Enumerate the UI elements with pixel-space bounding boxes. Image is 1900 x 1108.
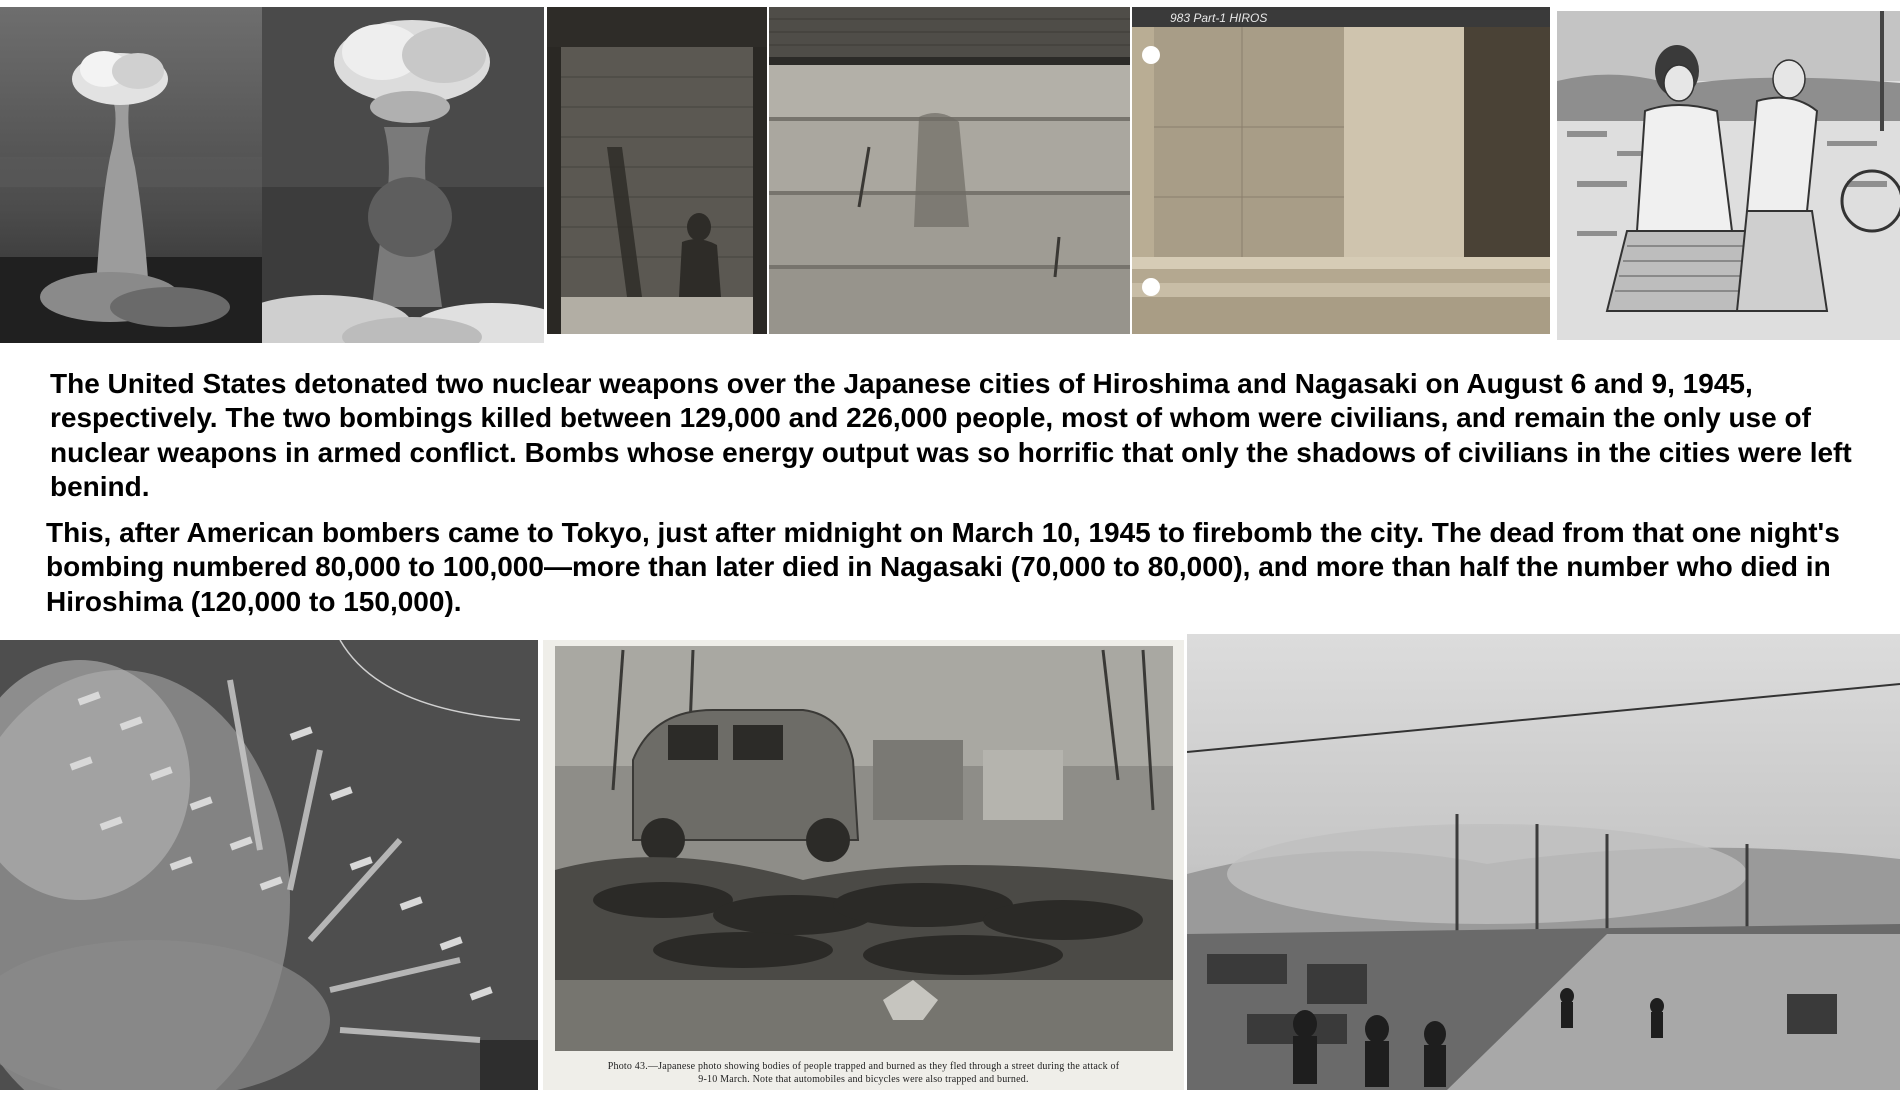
photo-bombs-falling-aerial [0,640,538,1090]
photo-shadow-on-steps [769,7,1130,334]
photo-nagasaki-mushroom-cloud [262,7,544,343]
shadow-steps-image [769,7,1130,334]
photo-destroyed-city-street [1187,634,1900,1090]
aerial-bombing-image [0,640,538,1090]
photo-building-steps [1132,7,1550,334]
mushroom-cloud-image [262,7,544,343]
destroyed-street-image [1187,634,1900,1090]
photo-drawing-survivors [1557,11,1900,340]
burned-street-image [543,640,1184,1056]
photo-label-text: 983 Part-1 HIROS [1170,11,1268,25]
photo-burned-street [543,640,1184,1090]
photo-caption-line-2: 9-10 March. Note that automobiles and bicycles were also trapped and burned. [698,1074,1029,1085]
building-steps-image [1132,7,1550,334]
photo-hiroshima-mushroom-cloud [0,7,262,343]
photo-shadow-on-wall [547,7,767,334]
paragraph-tokyo-firebombing: This, after American bombers came to Tokyo, just after midnight on March 10, 1945 to firebomb the city. The dead from that one night's bombing numbered 80,000 to 100,000—more than later died in Nagasaki (70,000 to 80,000), and more than half the number who died in Hiroshima (120,000 to 150,000). [46,517,1840,617]
shadow-wall-image [547,7,767,334]
photo-caption-line-1: Photo 43.—Japanese photo showing bodies of people trapped and burned as they fled through a street during the attack of [607,1060,1120,1072]
survivors-drawing-image [1557,11,1900,340]
mushroom-cloud-image [0,7,262,343]
paragraph-atomic-bombings: The United States detonated two nuclear weapons over the Japanese cities of Hiroshima and Nagasaki on August 6 and 9, 1945, respectively. The two bombings killed between 129,000 and 226,000 people, most of whom were civilians, and remain the only use of nuclear weapons in armed conflict. Bombs whose energy output was so horrific that only the shadows of civilians in the cities were left benind. [50,368,1852,503]
photo-caption [543,1056,1184,1090]
